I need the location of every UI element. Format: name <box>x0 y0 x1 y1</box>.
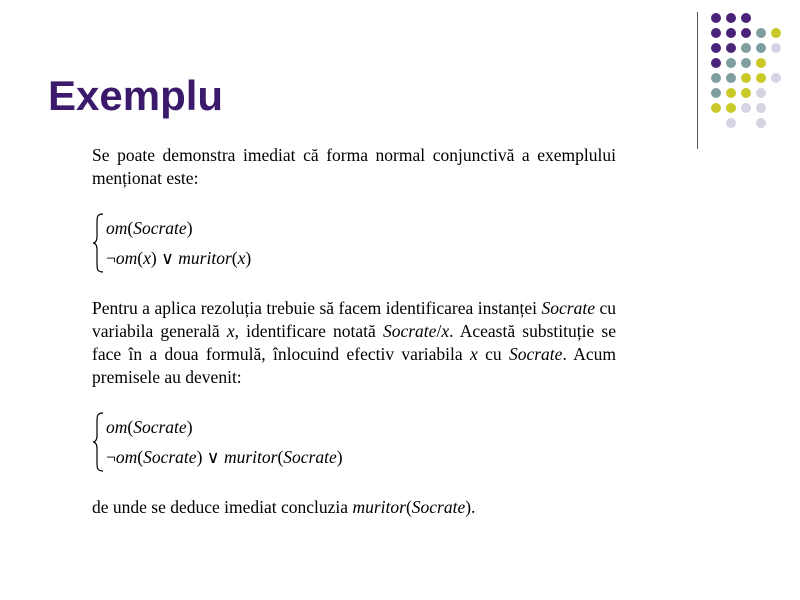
formula-line <box>106 442 616 472</box>
decorative-dot <box>771 73 781 83</box>
text-run: / <box>436 321 442 341</box>
text-run: ( <box>405 497 412 517</box>
text-run-italic: Socrate <box>382 321 437 341</box>
text-run: . Această substituție se face în a doua formulă, înlocuind efectiv variabila <box>92 321 616 364</box>
decorative-dot <box>711 28 721 38</box>
paren: ) <box>336 447 343 467</box>
slide-title: Exemplu <box>48 72 224 119</box>
decorative-dot <box>711 103 721 113</box>
text-run-italic: muritor <box>352 497 406 517</box>
decorative-dot <box>711 13 721 23</box>
text-run: Pentru a aplica rezoluția trebuie să facem identificarea instanței <box>92 298 542 318</box>
argument: Socrate <box>283 447 337 467</box>
argument: x <box>143 248 151 268</box>
decorative-dot <box>771 43 781 53</box>
left-brace-icon <box>92 213 104 273</box>
paren: ( <box>231 248 238 268</box>
decorative-dot <box>726 28 736 38</box>
text-run-italic: x <box>226 321 235 341</box>
argument: x <box>237 248 246 268</box>
text-run: de unde se deduce imediat concluzia <box>92 497 353 517</box>
paragraph-substitution <box>92 297 616 389</box>
decorative-dot <box>756 58 766 68</box>
negation-symbol: ¬ <box>106 447 116 467</box>
decorative-dot <box>741 88 751 98</box>
predicate: muritor <box>223 447 278 467</box>
paren: ) <box>186 417 193 437</box>
paren: ( <box>127 218 134 238</box>
predicate: om <box>106 218 128 238</box>
decorative-dot <box>756 73 766 83</box>
predicate: om <box>106 417 128 437</box>
formula-line <box>106 412 616 442</box>
decorative-dot <box>726 58 736 68</box>
or-symbol: ∨ <box>202 447 224 467</box>
formula-line <box>106 213 616 243</box>
text-run-italic: x <box>469 344 478 364</box>
paragraph-conclusion <box>92 496 616 519</box>
decorative-dot <box>741 103 751 113</box>
decorative-dot <box>711 43 721 53</box>
decorative-dot <box>726 118 736 128</box>
paren: ( <box>137 248 144 268</box>
paren: ) <box>186 218 193 238</box>
decorative-dot-grid <box>711 13 791 133</box>
formula-system-1 <box>92 213 616 275</box>
text-run-italic: Socrate <box>508 344 563 364</box>
decorative-dot <box>726 103 736 113</box>
text-run-italic: Socrate <box>411 497 466 517</box>
decorative-dot <box>741 28 751 38</box>
paren: ( <box>127 417 134 437</box>
decorative-dot <box>771 28 781 38</box>
text-run: . Acum premisele au devenit: <box>92 344 616 387</box>
decorative-dot <box>741 73 751 83</box>
or-symbol: ∨ <box>156 248 179 268</box>
text-run: , identificare notată <box>234 321 383 341</box>
paren: ) <box>196 447 203 467</box>
slide-content <box>92 144 616 519</box>
decorative-dot <box>711 88 721 98</box>
text-run: cu <box>477 344 509 364</box>
paren: ) <box>245 248 252 268</box>
argument: Socrate <box>133 218 187 238</box>
decorative-dot <box>741 58 751 68</box>
text-run-italic: x <box>441 321 450 341</box>
decorative-dot <box>741 43 751 53</box>
decorative-dot <box>756 28 766 38</box>
left-brace-icon <box>92 412 104 472</box>
formula-line <box>106 243 616 273</box>
paren: ( <box>137 447 144 467</box>
paren: ( <box>277 447 284 467</box>
paragraph-intro: Se poate demonstra imediat că forma normal conjunctivă a exemplului menționat este: <box>92 145 616 188</box>
decorative-dot <box>726 73 736 83</box>
decorative-dot <box>711 58 721 68</box>
decorative-dot <box>756 43 766 53</box>
text-run-italic: Socrate <box>541 298 595 318</box>
text-run: cu variabila generală <box>92 298 616 341</box>
predicate: muritor <box>178 248 232 268</box>
argument: Socrate <box>143 447 197 467</box>
decorative-vertical-line <box>697 12 698 149</box>
decorative-dot <box>726 88 736 98</box>
paren: ) <box>150 248 157 268</box>
decorative-dot <box>726 13 736 23</box>
decorative-dot <box>756 103 766 113</box>
decorative-dot <box>711 73 721 83</box>
decorative-dot <box>726 43 736 53</box>
decorative-dot <box>756 118 766 128</box>
predicate: om <box>115 248 138 268</box>
negation-symbol: ¬ <box>106 248 116 268</box>
decorative-dot <box>741 13 751 23</box>
argument: Socrate <box>133 417 187 437</box>
decorative-dot <box>756 88 766 98</box>
text-run: ). <box>465 497 476 517</box>
predicate: om <box>115 447 138 467</box>
formula-system-2 <box>92 412 616 474</box>
